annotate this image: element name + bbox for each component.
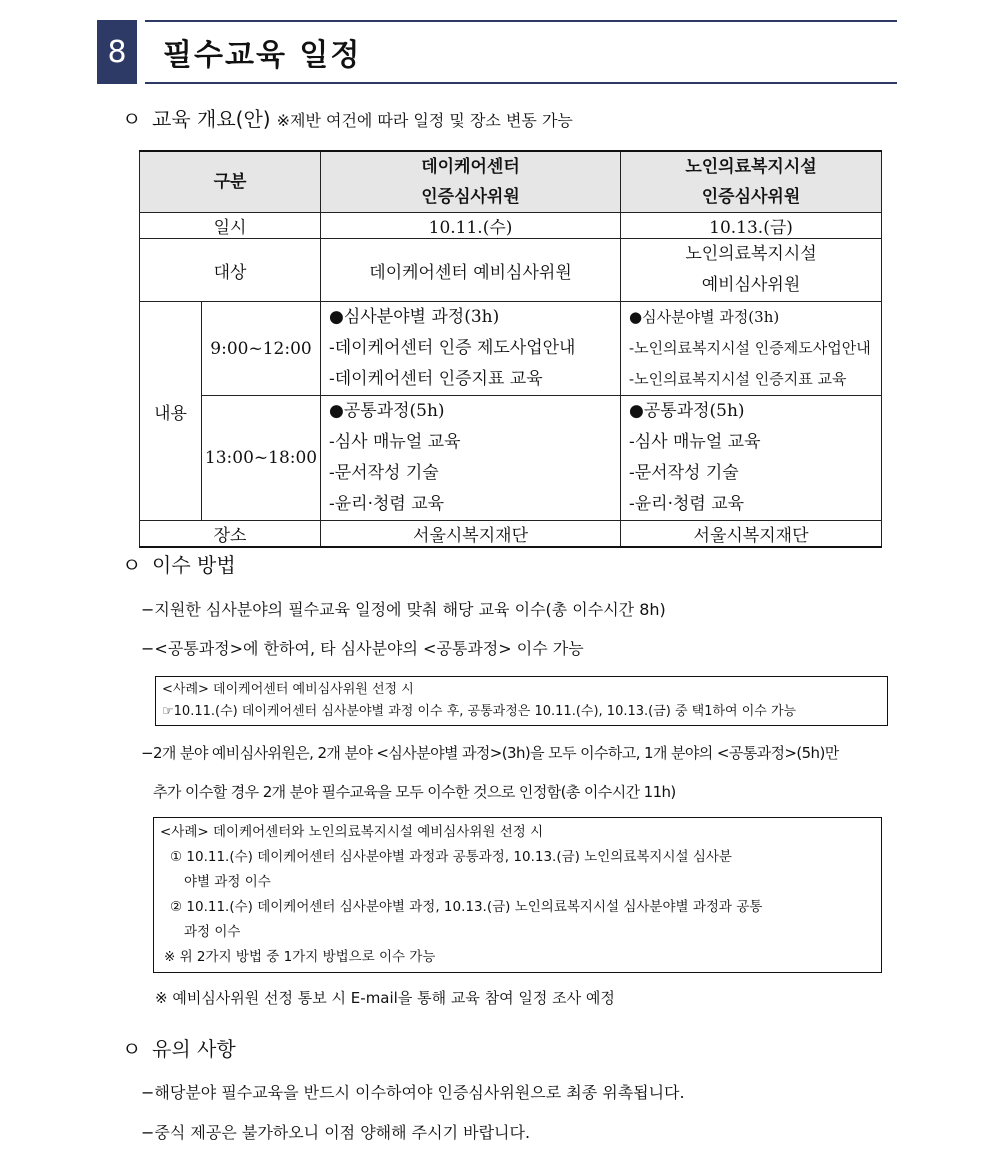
row-label: 대상 [140,239,321,302]
list-item: -심사 매뉴얼 교육 [629,432,761,452]
row-label: 일시 [140,213,321,239]
list-item: -심사 매뉴얼 교육 [329,432,461,452]
method-line-3: −2개 분야 예비심사위원은, 2개 분야 <심사분야별 과정>(3h)을 모두 이수하고, 1개 분야의 <공통과정>(5h)만 [141,744,839,762]
section-bullet: ㅇ [122,553,142,577]
method-line-1: −지원한 심사분야의 필수교육 일정에 맞춰 해당 교육 이수(총 이수시간 8h) [141,600,666,619]
table-header-row [140,151,882,213]
section-bullet: ㅇ [122,107,142,131]
list-item: ●공통과정(5h) [329,401,445,421]
header-daycare-line1: 데이케어센터 [421,157,520,177]
target-nursing-line2: 예비심사위원 [701,275,801,295]
header-rule-bottom [145,82,897,84]
example-line: ② 10.11.(수) 데이케어센터 심사분야별 과정, 10.13.(금) 노인의료복지시설 심사분야별 과정과 공통 [170,899,763,915]
header-nursing [621,151,882,213]
example-line: ※ 위 2가지 방법 중 1가지 방법으로 이수 가능 [164,949,436,965]
header-daycare [321,151,621,213]
morning-daycare [321,302,621,396]
header-nursing-line2: 인증심사위원 [701,187,801,207]
table-row-target [140,239,882,302]
example-line: <사례> 데이케어센터 예비심사위원 선정 시 [162,682,414,697]
example-line: 야별 과정 이수 [184,874,271,890]
morning-time: 9:00~12:00 [202,302,321,396]
target-daycare: 데이케어센터 예비심사위원 [321,239,621,302]
section-title: 유의 사항 [152,1037,236,1061]
target-nursing-line1: 노인의료복지시설 [685,244,817,264]
example-line: ☞10.11.(수) 데이케어센터 심사분야별 과정 이수 후, 공통과정은 10.11.(수), 10.13.(금) 중 택1하여 이수 가능 [162,704,797,719]
list-item: ●심사분야별 과정(3h) [329,307,500,327]
place-daycare: 서울시복지재단 [321,521,621,548]
section-number: 8 [97,20,137,84]
row-label: 장소 [140,521,321,548]
schedule-table [139,150,882,548]
date-nursing: 10.13.(금) [621,213,882,239]
list-item: -윤리·청렴 교육 [329,494,445,514]
section-note: ※제반 여건에 따라 일정 및 장소 변동 가능 [276,111,573,130]
target-nursing [621,239,882,302]
section-bullet: ㅇ [122,1037,142,1061]
header-category: 구분 [140,151,321,213]
header-rule-top [145,20,897,22]
table-row-afternoon [140,396,882,521]
example-box-1 [155,676,888,726]
table-row-date [140,213,882,239]
morning-nursing [621,302,882,396]
list-item: -노인의료복지시설 인증지표 교육 [629,370,847,388]
table-row-morning [140,302,882,396]
section-method-heading [122,549,236,578]
caution-line-1: −해당분야 필수교육을 반드시 이수하여야 인증심사위원으로 최종 위촉됩니다. [141,1083,685,1102]
header-nursing-line1: 노인의료복지시설 [685,157,817,177]
date-daycare: 10.11.(수) [321,213,621,239]
list-item: -윤리·청렴 교육 [629,494,745,514]
row-label: 내용 [140,302,202,521]
list-item: -데이케어센터 인증 제도사업안내 [329,338,576,358]
section-title: 교육 개요(안) [152,107,271,131]
list-item: -문서작성 기술 [629,463,739,483]
caution-line-2: −중식 제공은 불가하오니 이점 양해해 주시기 바랍니다. [141,1123,531,1142]
section-title: 이수 방법 [152,553,236,577]
section-caution-heading [122,1033,236,1062]
method-line-4: 추가 이수할 경우 2개 분야 필수교육을 모두 이수한 것으로 인정함(총 이수시간 11h) [153,783,676,801]
example-box-2 [153,817,882,973]
place-nursing: 서울시복지재단 [621,521,882,548]
example-line: 과정 이수 [184,924,241,940]
method-line-2: −<공통과정>에 한하여, 타 심사분야의 <공통과정> 이수 가능 [141,639,584,658]
example-line: ① 10.11.(수) 데이케어센터 심사분야별 과정과 공통과정, 10.13.(금) 노인의료복지시설 심사분 [170,849,732,865]
list-item: -문서작성 기술 [329,463,439,483]
method-note: ※ 예비심사위원 선정 통보 시 E-mail을 통해 교육 참여 일정 조사 예정 [155,989,615,1007]
list-item: -데이케어센터 인증지표 교육 [329,369,543,389]
afternoon-nursing [621,396,882,521]
list-item: ●심사분야별 과정(3h) [629,308,780,326]
afternoon-daycare [321,396,621,521]
section-overview-heading [122,103,573,132]
page-title: 필수교육 일정 [163,38,362,73]
header-daycare-line2: 인증심사위원 [421,187,520,207]
example-line: <사례> 데이케어센터와 노인의료복지시설 예비심사위원 선정 시 [160,824,544,840]
list-item: ●공통과정(5h) [629,401,745,421]
afternoon-time: 13:00~18:00 [202,396,321,521]
table-row-place [140,521,882,548]
list-item: -노인의료복지시설 인증제도사업안내 [629,339,871,357]
